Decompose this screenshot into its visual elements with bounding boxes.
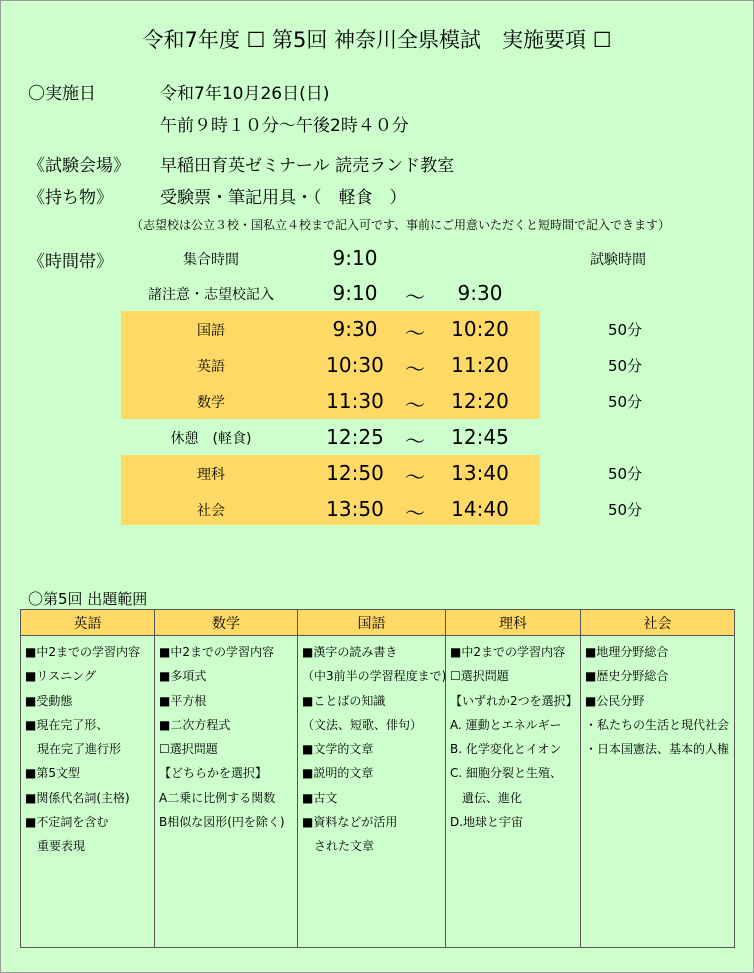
scope-item: B相似な図形(円を除く): [159, 815, 285, 830]
scope-item: 遺伝、進化: [450, 790, 523, 805]
scope-item: ■平方根: [159, 693, 207, 708]
scope-item: ■受動態: [25, 693, 73, 708]
schedule-row-tilde: ～: [405, 501, 425, 525]
schedule-row-tilde: ～: [405, 321, 425, 345]
scope-item: ■中2までの学習内容: [159, 645, 274, 659]
schedule-row-start: 9:10: [332, 246, 378, 270]
schedule-row-name: 集合時間: [183, 252, 239, 268]
scope-item: ■地理分野総合: [585, 645, 669, 659]
scope-item: ■公民分野: [585, 693, 645, 708]
scope-item: （文法、短歌、俳句）: [302, 717, 423, 732]
schedule-row-duration: 50分: [607, 465, 643, 483]
schedule-row-start: 9:10: [332, 281, 378, 305]
schedule-row-duration: 50分: [607, 501, 643, 519]
scope-item: された文章: [302, 839, 375, 854]
scope-item: ■二次方程式: [159, 717, 231, 732]
scope-item: 重要表現: [25, 839, 86, 854]
scope-item: B. 化学変化とイオン: [450, 742, 562, 757]
scope-item: 【いずれか2つを選択】: [450, 693, 578, 708]
scope-item: D.地球と宇宙: [450, 815, 524, 830]
scope-item: ■歴史分野総合: [585, 669, 669, 684]
schedule-row-end: 12:45: [451, 425, 509, 449]
schedule-row-name: 社会: [197, 503, 225, 519]
scope-header-science: 理科: [446, 610, 581, 636]
scope-column-science: [446, 636, 581, 948]
scope-item: ■関係代名詞(主格): [25, 790, 130, 805]
scope-item: ■説明的文章: [302, 766, 374, 781]
schedule-row-start: 12:50: [326, 461, 384, 485]
venue-label: 《試験会場》: [28, 156, 130, 176]
schedule-row-name: 数学: [197, 395, 225, 411]
date-label: 〇実施日: [28, 84, 96, 104]
scope-item: ■中2までの学習内容: [450, 645, 565, 659]
schedule-row-name: 英語: [197, 359, 225, 375]
scope-header-math: 数学: [155, 610, 298, 636]
schedule-row-end: 12:20: [451, 389, 509, 413]
scope-item: ■資料などが活用: [302, 815, 398, 830]
schedule-row-start: 10:30: [326, 353, 384, 377]
schedule-row-end: 9:30: [457, 281, 503, 305]
scope-header-social: 社会: [581, 610, 735, 636]
scope-item: ■第5文型: [25, 766, 80, 781]
schedule-row-start: 11:30: [326, 389, 384, 413]
scope-item: A. 運動とエネルギー: [450, 717, 562, 732]
schedule-row-duration: 50分: [607, 321, 643, 339]
venue-value: 早稲田育英ゼミナール 読売ランド教室: [160, 156, 455, 176]
duration-header: 試験時間: [590, 252, 646, 268]
schedule-row-end: 11:20: [451, 353, 509, 377]
schedule-row-end: 14:40: [451, 497, 509, 521]
scope-item: ・日本国憲法、基本的人権: [585, 742, 730, 757]
schedule-row-duration: 50分: [607, 393, 643, 411]
scope-item: C. 細胞分裂と生殖、: [450, 766, 563, 781]
scope-item: ■文学的文章: [302, 742, 374, 757]
scope-column-math: [155, 636, 298, 948]
schedule-row-name: 国語: [197, 323, 225, 339]
schedule-row-tilde: ～: [405, 465, 425, 489]
scope-item: 現在完了進行形: [25, 742, 122, 757]
schedule-row-start: 13:50: [326, 497, 384, 521]
items-label: 《持ち物》: [28, 188, 113, 208]
schedule-label: 《時間帯》: [28, 252, 113, 272]
schedule-row-name: 休憩 (軽食): [170, 431, 252, 447]
scope-item: A二乗に比例する関数: [159, 790, 276, 805]
items-value: 受験票・筆記用具・（ 軽食 ）: [160, 188, 407, 208]
scope-item: ■中2までの学習内容: [25, 645, 140, 659]
schedule-row-name: 理科: [197, 467, 225, 483]
schedule-row-end: 13:40: [451, 461, 509, 485]
scope-item: ■多項式: [159, 669, 207, 684]
scope-item: （中3前半の学習程度まで): [302, 669, 447, 684]
time-value: 午前９時１０分～午後2時４０分: [160, 116, 409, 136]
page-title: 令和7年度 ☐ 第5回 神奈川全県模試 実施要項 ☐: [142, 28, 612, 52]
scope-item: ■リスニング: [25, 669, 96, 684]
schedule-row-end: 10:20: [451, 317, 509, 341]
schedule-row-tilde: ～: [405, 357, 425, 381]
scope-item: ■現在完了形、: [25, 717, 109, 732]
scope-table: [20, 609, 735, 948]
scope-column-english: [21, 636, 155, 948]
scope-item: ■不定詞を含む: [25, 815, 109, 830]
scope-item: ☐選択問題: [159, 742, 218, 757]
schedule-row-duration: 50分: [607, 357, 643, 375]
scope-item: ・私たちの生活と現代社会: [585, 717, 730, 732]
scope-header-english: 英語: [21, 610, 155, 636]
schedule-row-name: 諸注意・志望校記入: [148, 287, 274, 303]
scope-header-japanese: 国語: [298, 610, 446, 636]
scope-item: ☐選択問題: [450, 669, 509, 684]
schedule-row-tilde: ～: [405, 429, 425, 453]
scope-item: 【どちらかを選択】: [159, 766, 268, 781]
scope-item: ■古文: [302, 790, 338, 805]
schedule-row-start: 9:30: [332, 317, 378, 341]
scope-item: ■漢字の読み書き: [302, 645, 398, 659]
scope-item: ■ことばの知識: [302, 693, 386, 708]
scope-column-social: [581, 636, 735, 948]
note-text: （志望校は公立３校・国私立４校まで記入可です、事前にご用意いただくと短時間で記入できます）: [131, 218, 671, 232]
scope-column-japanese: [298, 636, 446, 948]
scope-title: 〇第5回 出題範囲: [28, 590, 148, 608]
schedule-row-start: 12:25: [326, 425, 384, 449]
schedule-row-tilde: ～: [405, 393, 425, 417]
date-value: 令和7年10月26日(日): [160, 84, 330, 104]
schedule-row-tilde: ～: [405, 285, 425, 309]
